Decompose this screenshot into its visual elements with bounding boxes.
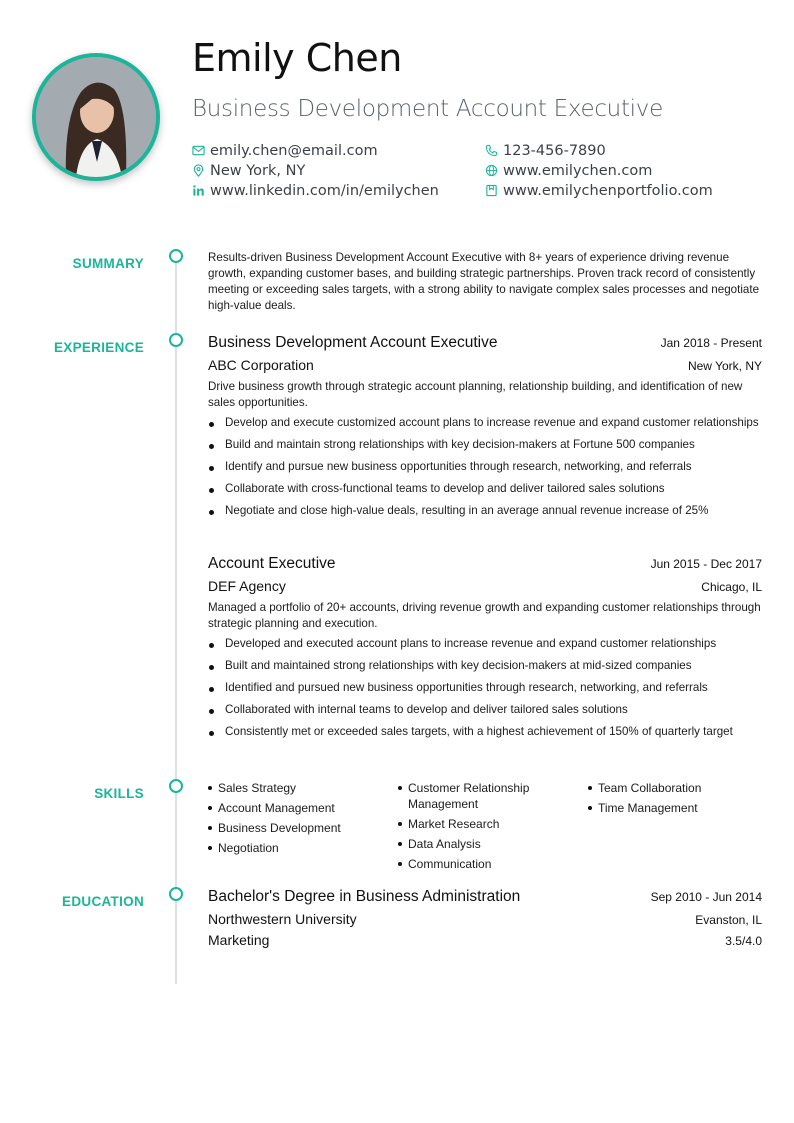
job-bullet: Built and maintained strong relationships with key decision-makers at mid-sized companies — [208, 658, 762, 674]
field-of-study: Marketing — [208, 932, 270, 948]
degree-title: Bachelor's Degree in Business Administration — [208, 888, 521, 905]
skill-item: Communication — [398, 856, 588, 872]
school-location: Evanston, IL — [695, 913, 762, 927]
location-text: New York, NY — [210, 162, 306, 179]
job-dates: Jan 2018 - Present — [660, 336, 762, 350]
skill-item: Negotiation — [208, 840, 398, 856]
phone-icon — [485, 144, 498, 157]
skill-item: Sales Strategy — [208, 780, 398, 796]
experience-timeline-dot — [169, 333, 183, 347]
phone-text: 123-456-7890 — [503, 142, 606, 159]
education-dates: Sep 2010 - Jun 2014 — [650, 890, 762, 904]
gpa: 3.5/4.0 — [725, 934, 762, 948]
education-heading: EDUCATION — [62, 894, 144, 909]
skills-column — [208, 780, 398, 876]
linkedin-icon — [192, 184, 205, 197]
experience-heading: EXPERIENCE — [53, 340, 144, 355]
contact-email[interactable] — [192, 142, 485, 159]
job-location: New York, NY — [687, 359, 762, 373]
job-description: Managed a portfolio of 20+ accounts, driving revenue growth and expanding customer relationships through strategic planning and execution. — [208, 601, 761, 630]
job-entry — [208, 335, 762, 525]
skill-item: Business Development — [208, 820, 398, 836]
job-bullet: Consistently met or exceeded sales targets, with a highest achievement of 150% of quarterly target — [208, 724, 762, 740]
job-bullet: Develop and execute customized account plans to increase revenue and expand customer relationships — [208, 415, 762, 431]
portfolio-text: www.emilychenportfolio.com — [503, 182, 713, 199]
job-title: Business Development Account Executive — [208, 334, 498, 351]
candidate-name: Emily Chen — [192, 36, 402, 80]
candidate-role: Business Development Account Executive — [192, 96, 663, 122]
email-text: emily.chen@email.com — [210, 142, 378, 159]
skill-item: Data Analysis — [398, 836, 588, 852]
contact-portfolio[interactable] — [485, 182, 752, 199]
contact-website[interactable] — [485, 162, 752, 179]
job-bullet: Developed and executed account plans to increase revenue and expand customer relationships — [208, 636, 762, 652]
contact-phone[interactable] — [485, 142, 752, 159]
job-entry — [208, 556, 762, 746]
contact-info — [192, 142, 752, 199]
job-bullet: Identified and pursued new business opportunities through research, networking, and referrals — [208, 680, 762, 696]
website-text: www.emilychen.com — [503, 162, 653, 179]
skill-item: Market Research — [398, 816, 588, 832]
timeline-line — [175, 256, 177, 984]
school-name: Northwestern University — [208, 911, 357, 927]
job-dates: Jun 2015 - Dec 2017 — [650, 557, 762, 571]
job-bullet: Negotiate and close high-value deals, resulting in an average annual revenue increase of 25% — [208, 503, 762, 519]
job-location: Chicago, IL — [701, 580, 762, 594]
skills-timeline-dot — [169, 779, 183, 793]
skill-item: Team Collaboration — [588, 780, 762, 796]
skill-item: Time Management — [588, 800, 762, 816]
job-bullet: Collaborated with internal teams to develop and deliver tailored sales solutions — [208, 702, 762, 718]
skills-column — [588, 780, 762, 876]
mail-icon — [192, 144, 205, 157]
job-bullet: Build and maintain strong relationships with key decision-makers at Fortune 500 companies — [208, 437, 762, 453]
skills-grid — [208, 780, 762, 876]
education-entry — [208, 889, 762, 949]
profile-photo — [32, 53, 160, 181]
job-title: Account Executive — [208, 555, 336, 572]
globe-icon — [485, 164, 498, 177]
education-timeline-dot — [169, 887, 183, 901]
summary-timeline-dot — [169, 249, 183, 263]
linkedin-text: www.linkedin.com/in/emilychen — [210, 182, 439, 199]
job-bullets — [208, 415, 762, 519]
portfolio-icon — [485, 184, 498, 197]
skills-heading: SKILLS — [94, 786, 144, 801]
location-pin-icon — [192, 164, 205, 177]
skills-column — [398, 780, 588, 876]
summary-text: Results-driven Business Development Account Executive with 8+ years of experience driving revenue growth, expanding customer bases, and building strategic partnerships. Proven track record of consistently meeting or exceeding sales targets, with a strong ability to navigate complex sales processes and negotiate high-value deals. — [208, 251, 760, 312]
summary-heading: SUMMARY — [72, 256, 144, 271]
job-company: DEF Agency — [208, 578, 286, 594]
job-company: ABC Corporation — [208, 357, 314, 373]
skill-item: Customer Relationship Management — [398, 780, 588, 812]
job-description: Drive business growth through strategic account planning, relationship building, and identification of new sales opportunities. — [208, 380, 743, 409]
skill-item: Account Management — [208, 800, 398, 816]
contact-linkedin[interactable] — [192, 182, 485, 199]
job-bullet: Identify and pursue new business opportunities through research, networking, and referrals — [208, 459, 762, 475]
job-bullets — [208, 636, 762, 740]
job-bullet: Collaborate with cross-functional teams to develop and deliver tailored sales solutions — [208, 481, 762, 497]
contact-location — [192, 162, 485, 179]
